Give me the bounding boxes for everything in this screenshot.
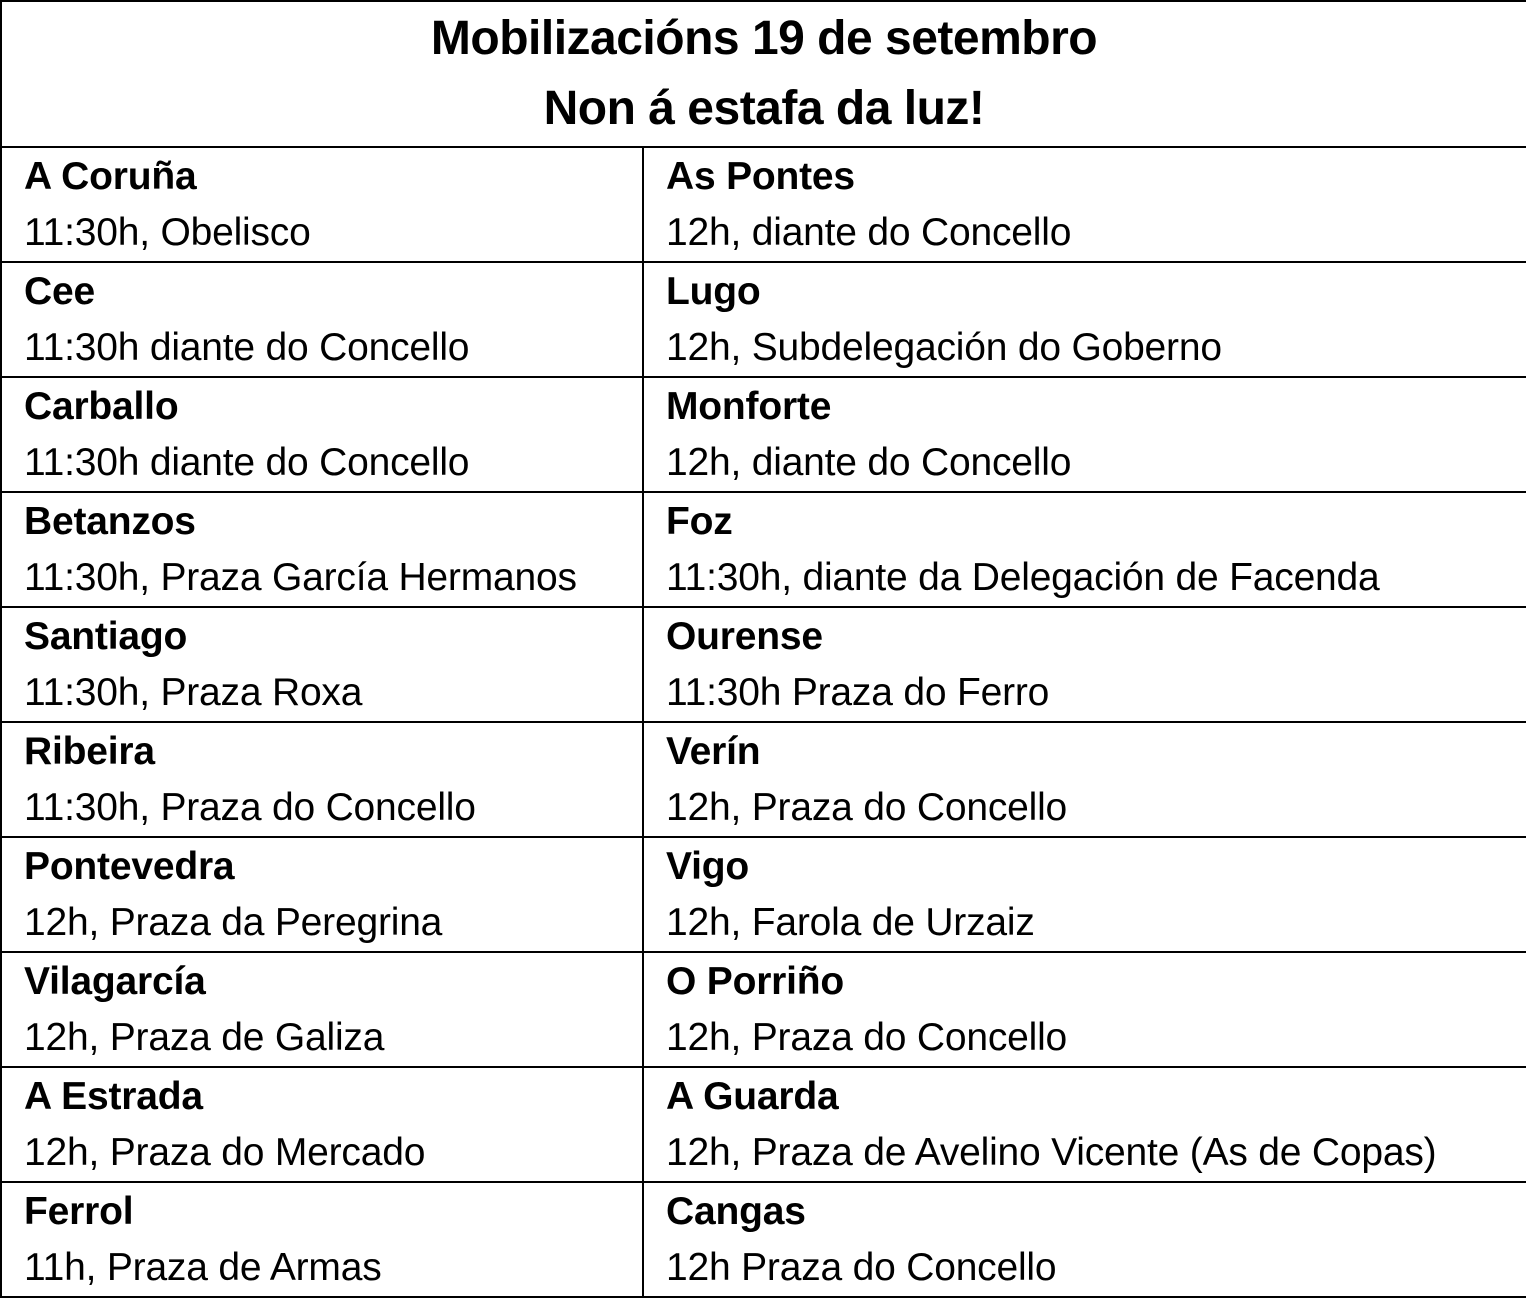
city-cell-vigo [643,837,1526,952]
city-cell-lugo [643,262,1526,377]
city-detail: 12h Praza do Concello [666,1246,1057,1289]
table-row [1,1067,1526,1182]
city-detail: 12h, diante do Concello [666,211,1072,254]
city-name: Ourense [666,615,823,658]
table-row [1,837,1526,952]
city-detail: 11:30h, Obelisco [24,211,311,254]
city-detail: 12h, Praza do Concello [666,786,1068,829]
city-name: Verín [666,730,761,773]
city-name: Vigo [666,845,749,888]
city-name: A Estrada [24,1075,203,1118]
city-name: Ferrol [24,1190,134,1233]
table-row [1,262,1526,377]
city-cell-santiago [1,607,643,722]
city-name: As Pontes [666,155,855,198]
city-cell-foz [643,492,1526,607]
city-name: Santiago [24,615,188,658]
table-row [1,492,1526,607]
city-name: Ribeira [24,730,155,773]
city-detail: 12h, Praza do Concello [666,1016,1068,1059]
page-title: Mobilizacións 19 de setembro [430,12,1098,65]
city-detail: 11h, Praza de Armas [24,1246,382,1289]
city-cell-pontevedra [1,837,643,952]
city-cell-cee [1,262,643,377]
city-detail: 12h, Subdelegación do Goberno [666,326,1222,369]
city-cell-cangas [643,1182,1526,1297]
city-name: Vilagarcía [24,960,206,1003]
city-detail: 12h, diante do Concello [666,441,1072,484]
city-detail: 12h, Praza da Peregrina [24,901,443,944]
city-cell-ribeira [1,722,643,837]
city-name: Foz [666,500,733,543]
table-row [1,147,1526,262]
city-detail: 11:30h diante do Concello [24,441,470,484]
city-detail: 11:30h diante do Concello [24,326,470,369]
header-row [1,1,1526,147]
city-cell-a-estrada [1,1067,643,1182]
city-name: Cee [24,270,95,313]
city-cell-betanzos [1,492,643,607]
city-name: Cangas [666,1190,806,1233]
city-cell-a-guarda [643,1067,1526,1182]
city-cell-o-porrino [643,952,1526,1067]
city-name: Betanzos [24,500,196,543]
city-detail: 12h, Praza do Mercado [24,1131,426,1174]
page-subtitle: Non á estafa da luz! [543,82,985,135]
city-cell-ferrol [1,1182,643,1297]
city-name: A Guarda [666,1075,839,1118]
city-detail: 11:30h, Praza García Hermanos [24,556,577,599]
city-name: A Coruña [24,155,197,198]
city-name: Monforte [666,385,832,428]
table-row [1,607,1526,722]
table-row [1,952,1526,1067]
table-row [1,722,1526,837]
city-detail: 11:30h, Praza Roxa [24,671,363,714]
city-cell-ourense [643,607,1526,722]
city-detail: 11:30h Praza do Ferro [666,671,1050,714]
city-cell-vilagarcia [1,952,643,1067]
city-cell-verin [643,722,1526,837]
city-cell-a-coruna [1,147,643,262]
city-name: Lugo [666,270,761,313]
city-name: O Porriño [666,960,845,1003]
header-cell [1,1,1526,147]
city-cell-as-pontes [643,147,1526,262]
city-detail: 11:30h, diante da Delegación de Facenda [666,556,1380,599]
city-detail: 11:30h, Praza do Concello [24,786,476,829]
city-cell-carballo [1,377,643,492]
city-detail: 12h, Farola de Urzaiz [666,901,1035,944]
city-detail: 12h, Praza de Galiza [24,1016,385,1059]
city-name: Pontevedra [24,845,235,888]
city-name: Carballo [24,385,179,428]
city-cell-monforte [643,377,1526,492]
city-detail: 12h, Praza de Avelino Vicente (As de Copas) [666,1131,1437,1174]
table-row [1,1182,1526,1297]
table-row [1,377,1526,492]
